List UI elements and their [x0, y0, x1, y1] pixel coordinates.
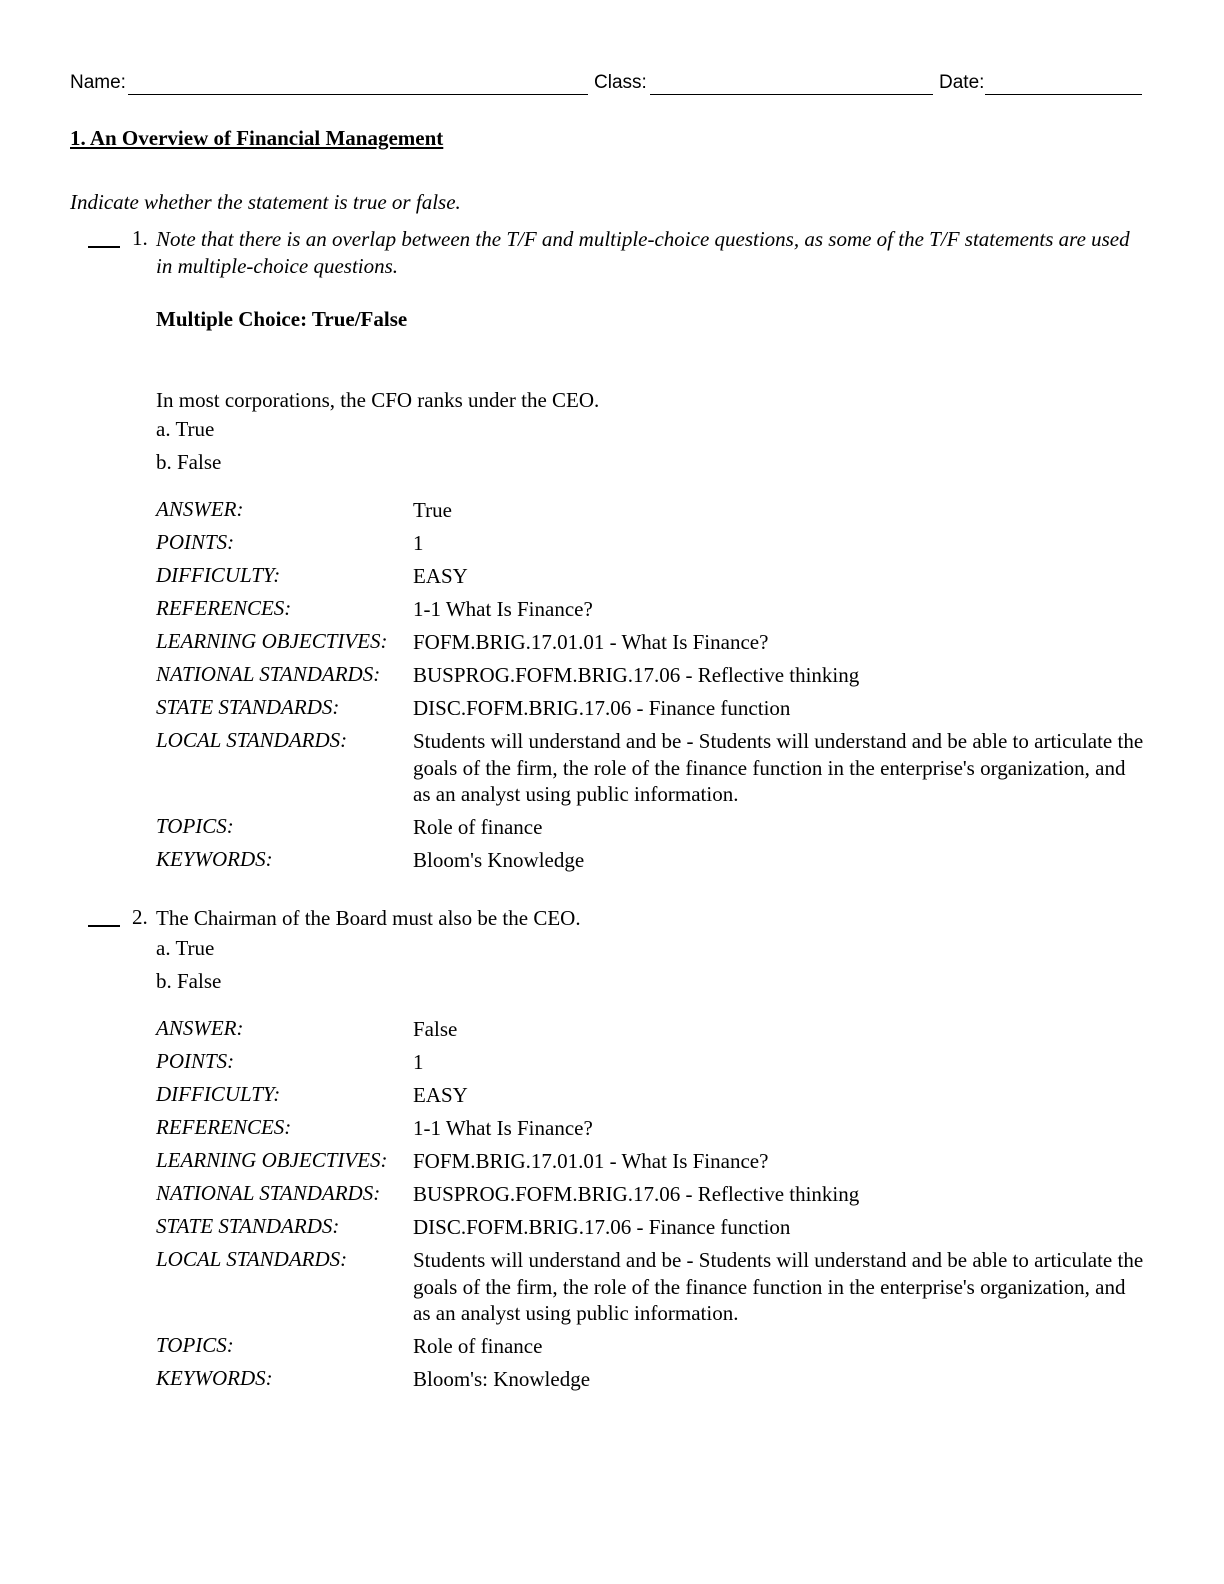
meta-keywords: Bloom's Knowledge: [413, 848, 585, 872]
meta-label: ANSWER:: [156, 1016, 244, 1040]
meta-topics: Role of finance: [413, 815, 543, 839]
meta-local-standards: Students will understand and be - Students will understand and be able to articulate the goals of the firm, the role of the finance function in the enterprise's organization, and as an analyst using public information.: [413, 1248, 1144, 1325]
meta-label: POINTS:: [156, 1049, 235, 1073]
meta-label: POINTS:: [156, 530, 235, 554]
meta-label: LOCAL STANDARDS:: [156, 728, 348, 752]
meta-keywords: Bloom's: Knowledge: [413, 1367, 591, 1391]
option-false: b. False: [156, 969, 222, 993]
student-info-header: [70, 72, 1142, 100]
meta-label: LEARNING OBJECTIVES:: [156, 629, 388, 653]
date-field[interactable]: [985, 94, 1142, 95]
meta-label: LEARNING OBJECTIVES:: [156, 1148, 388, 1172]
class-field[interactable]: [650, 94, 933, 95]
meta-answer: False: [413, 1017, 458, 1041]
question-subheading: Multiple Choice: True/False: [156, 307, 408, 331]
meta-references: 1-1 What Is Finance?: [413, 597, 593, 621]
meta-label: TOPICS:: [156, 814, 234, 838]
meta-label: KEYWORDS:: [156, 1366, 273, 1390]
name-field[interactable]: [128, 94, 588, 95]
answer-blank-1[interactable]: [88, 246, 120, 248]
meta-label: LOCAL STANDARDS:: [156, 1247, 348, 1271]
meta-label: STATE STANDARDS:: [156, 1214, 340, 1238]
meta-label: NATIONAL STANDARDS:: [156, 662, 381, 686]
meta-objectives: FOFM.BRIG.17.01.01 - What Is Finance?: [413, 630, 769, 654]
name-label: Name:: [70, 72, 126, 93]
meta-label: KEYWORDS:: [156, 847, 273, 871]
meta-national-standards: BUSPROG.FOFM.BRIG.17.06 - Reflective thinking: [413, 1182, 860, 1206]
meta-label: TOPICS:: [156, 1333, 234, 1357]
question-metadata: [156, 1016, 1146, 1399]
meta-references: 1-1 What Is Finance?: [413, 1116, 593, 1140]
meta-label: STATE STANDARDS:: [156, 695, 340, 719]
meta-points: 1: [413, 531, 424, 555]
question-number: 2.: [132, 905, 148, 929]
question-stem: In most corporations, the CFO ranks under the CEO.: [156, 388, 600, 412]
class-label: Class:: [594, 72, 647, 93]
question-note: Note that there is an overlap between the T/F and multiple-choice questions, as some of the T/F statements are used in multiple-choice questions.: [156, 227, 1130, 278]
meta-state-standards: DISC.FOFM.BRIG.17.06 - Finance function: [413, 696, 791, 720]
meta-label: NATIONAL STANDARDS:: [156, 1181, 381, 1205]
meta-answer: True: [413, 498, 452, 522]
meta-local-standards: Students will understand and be - Students will understand and be able to articulate the goals of the firm, the role of the finance function in the enterprise's organization, and as an analyst using public information.: [413, 729, 1144, 806]
meta-difficulty: EASY: [413, 1083, 468, 1107]
meta-topics: Role of finance: [413, 1334, 543, 1358]
meta-label: REFERENCES:: [156, 596, 292, 620]
answer-blank-2[interactable]: [88, 925, 120, 927]
question-number: 1.: [132, 226, 148, 250]
meta-national-standards: BUSPROG.FOFM.BRIG.17.06 - Reflective thinking: [413, 663, 860, 687]
meta-state-standards: DISC.FOFM.BRIG.17.06 - Finance function: [413, 1215, 791, 1239]
date-label: Date:: [939, 72, 985, 93]
section-title: 1. An Overview of Financial Management: [70, 126, 444, 150]
meta-difficulty: EASY: [413, 564, 468, 588]
question-metadata: [156, 497, 1146, 880]
meta-label: REFERENCES:: [156, 1115, 292, 1139]
option-false: b. False: [156, 450, 222, 474]
instruction-text: Indicate whether the statement is true or false.: [70, 190, 461, 214]
question-stem: The Chairman of the Board must also be the CEO.: [156, 906, 581, 930]
option-true: a. True: [156, 417, 215, 441]
meta-label: DIFFICULTY:: [156, 1082, 281, 1106]
meta-points: 1: [413, 1050, 424, 1074]
meta-objectives: FOFM.BRIG.17.01.01 - What Is Finance?: [413, 1149, 769, 1173]
option-true: a. True: [156, 936, 215, 960]
meta-label: DIFFICULTY:: [156, 563, 281, 587]
meta-label: ANSWER:: [156, 497, 244, 521]
